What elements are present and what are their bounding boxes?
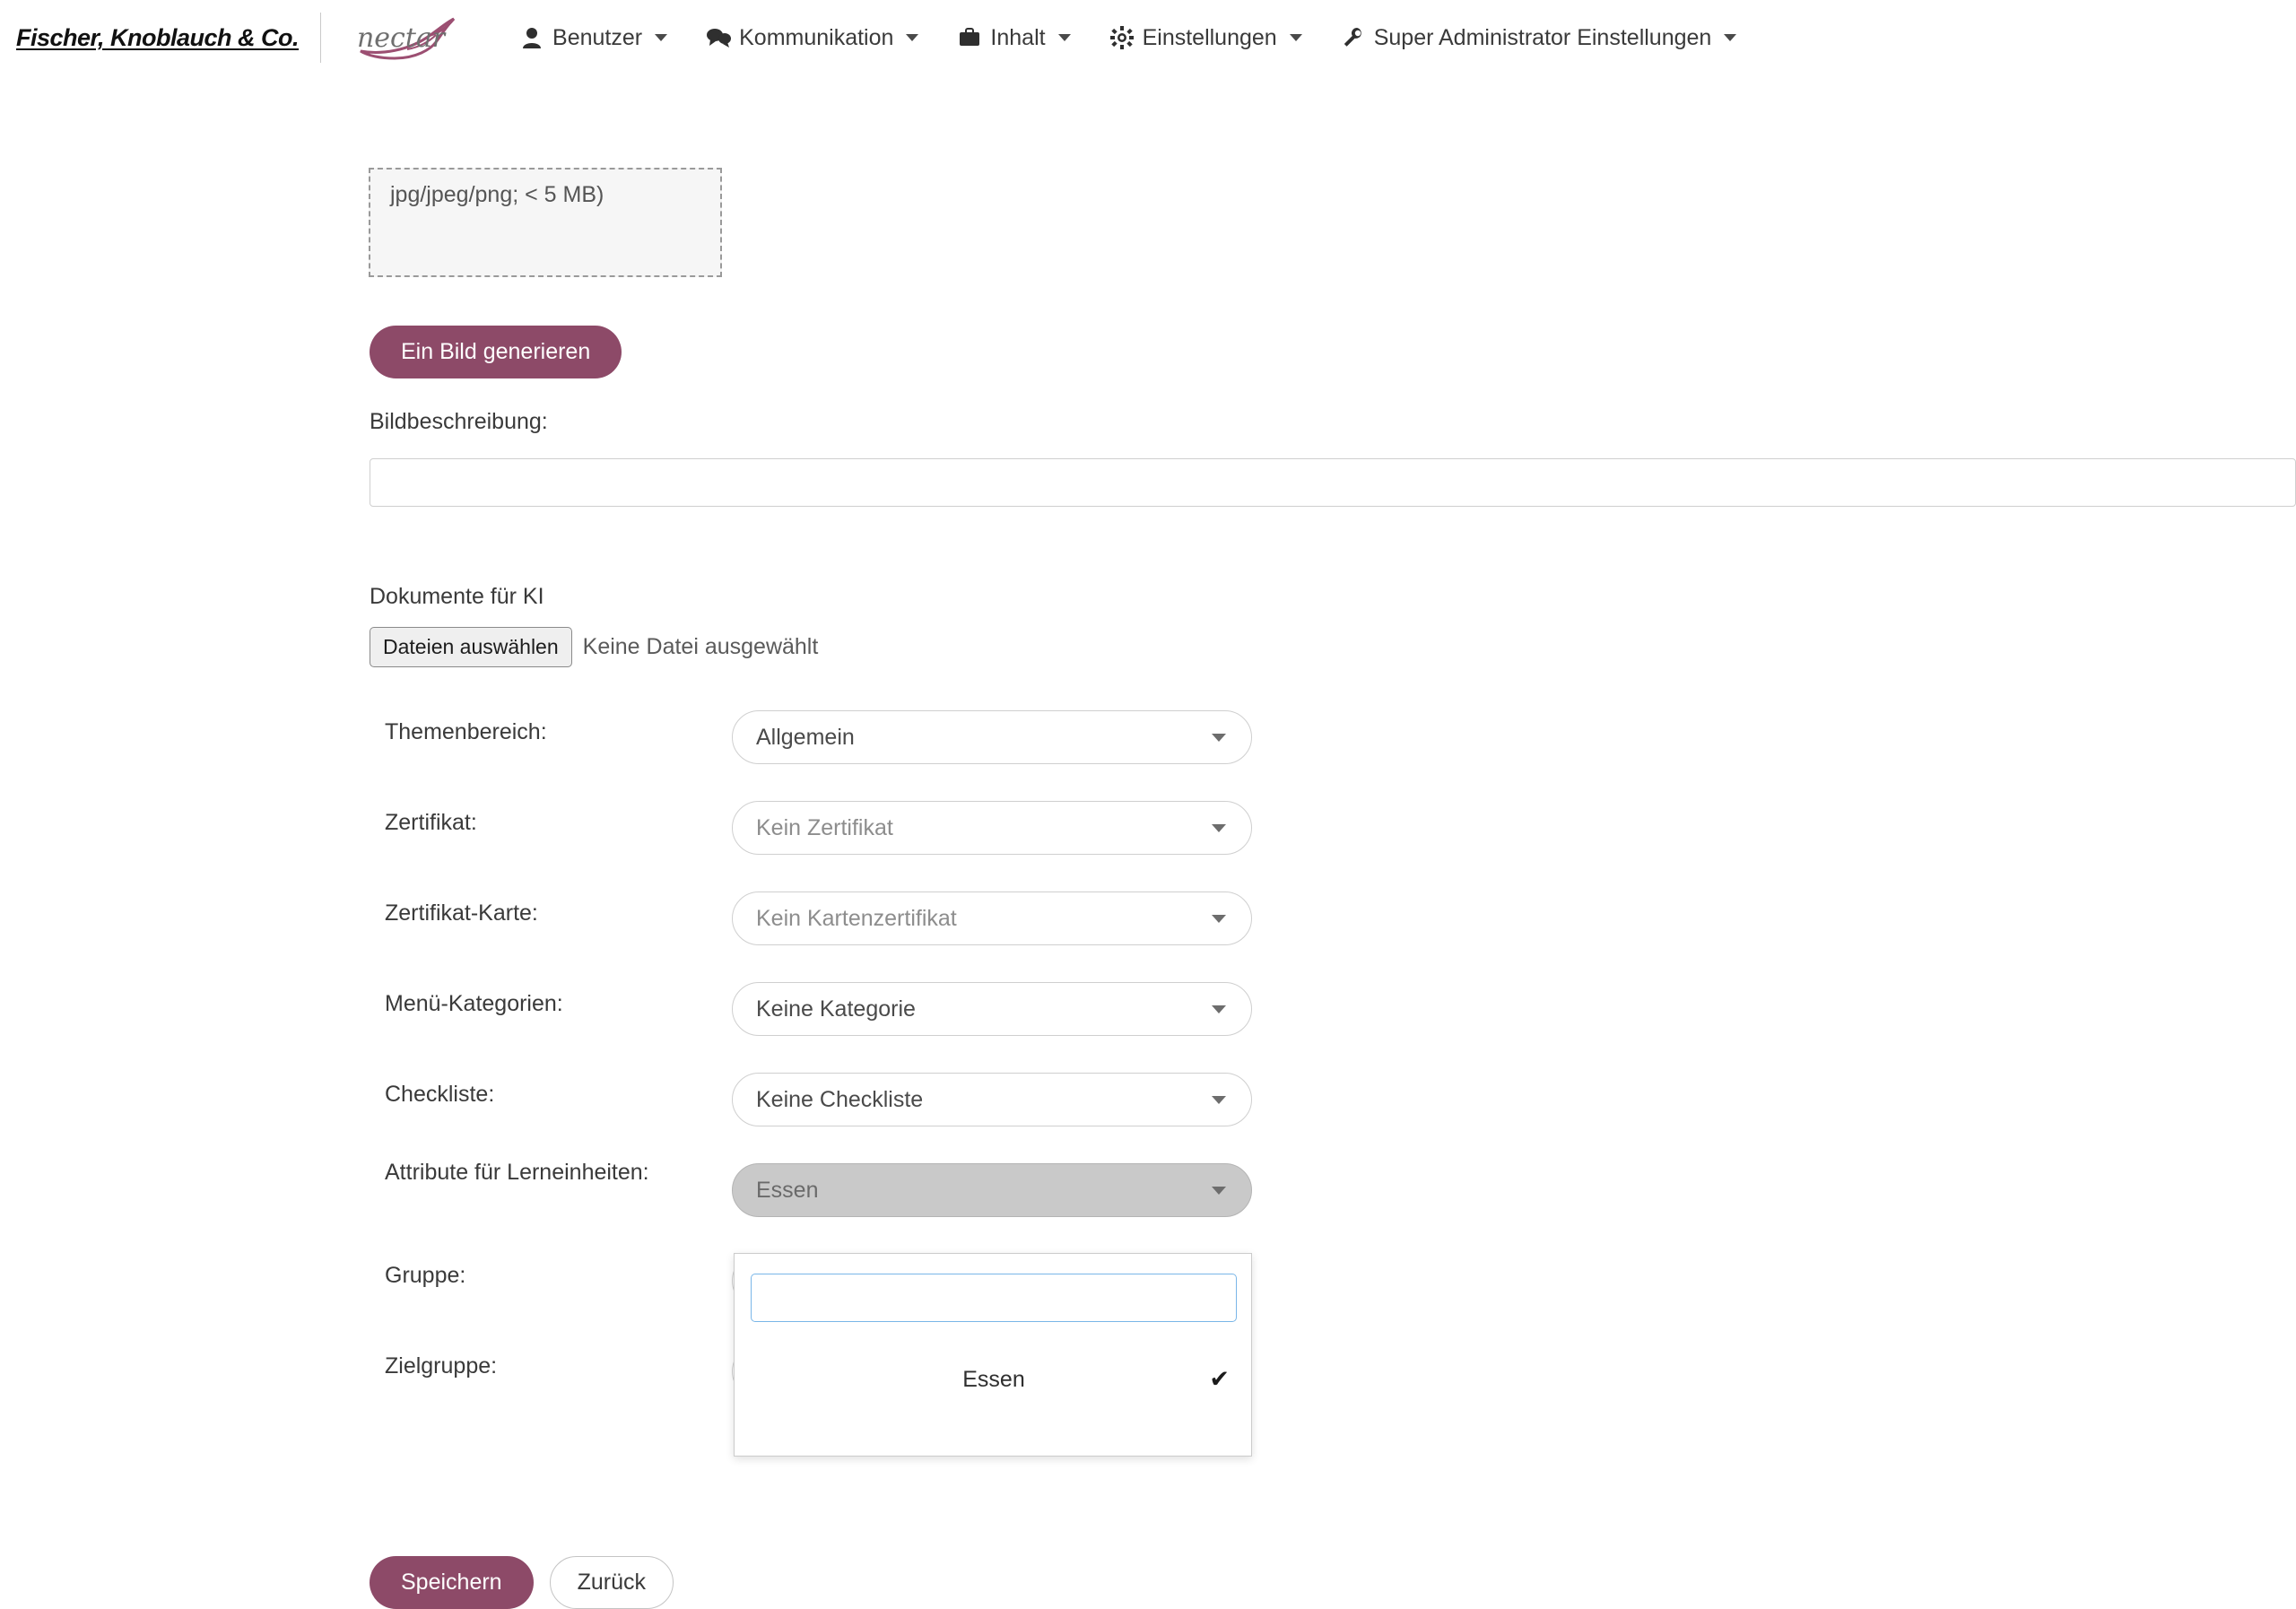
chevron-down-icon — [1212, 824, 1226, 832]
nav-item-label: Inhalt — [990, 24, 1046, 50]
nav-item-label: Super Administrator Einstellungen — [1373, 24, 1712, 50]
form-row-label: Themenbereich: — [385, 719, 547, 744]
nav-item-label: Benutzer — [552, 24, 643, 50]
dropdown-option-essen[interactable] — [735, 1352, 1253, 1406]
generate-image-button[interactable]: Ein Bild generieren — [370, 326, 622, 378]
gear-icon — [1110, 26, 1134, 49]
select-themenbereich[interactable] — [732, 710, 1252, 764]
form-row-zertifikat-karte — [0, 884, 2296, 975]
image-description-input[interactable] — [370, 458, 2296, 507]
select-value: Keine Checkliste — [756, 1086, 924, 1112]
chevron-down-icon — [906, 34, 918, 41]
form-footer — [370, 1556, 674, 1609]
nav-item-label: Einstellungen — [1142, 24, 1277, 50]
attribute-dropdown-panel — [734, 1253, 1252, 1457]
form-row-label: Zielgruppe: — [385, 1353, 498, 1379]
select-zertifikat[interactable] — [732, 801, 1252, 855]
nav-item-inhalt[interactable] — [958, 25, 1070, 51]
nectar-logo[interactable] — [346, 10, 456, 65]
chevron-down-icon — [1212, 1187, 1226, 1195]
form-row-label: Zertifikat-Karte: — [385, 900, 538, 926]
image-description-label: Bildbeschreibung: — [370, 409, 548, 434]
file-selection-status: Keine Datei ausgewählt — [582, 634, 819, 659]
select-value: Kein Zertifikat — [756, 814, 893, 840]
choose-files-button[interactable]: Dateien auswählen — [370, 627, 572, 667]
form-row-zertifikat — [0, 794, 2296, 884]
nectar-logo-word: nectar — [356, 22, 446, 54]
select-checkliste[interactable] — [732, 1073, 1252, 1126]
wrench-icon — [1342, 26, 1365, 49]
dropzone-hint: jpg/jpeg/png; < 5 MB) — [390, 182, 604, 207]
select-menue-kategorien[interactable] — [732, 982, 1252, 1036]
chevron-down-icon — [1290, 34, 1302, 41]
select-zertifikat-karte[interactable] — [732, 891, 1252, 945]
form-row-themenbereich — [0, 703, 2296, 794]
image-dropzone[interactable] — [369, 168, 722, 277]
select-value: Keine Kategorie — [756, 996, 916, 1022]
brand-divider — [320, 13, 321, 63]
form-row-label: Zertifikat: — [385, 810, 477, 835]
chevron-down-icon — [1724, 34, 1736, 41]
chevron-down-icon — [1212, 1005, 1226, 1013]
form-row-attribute-fuer-lerneinheiten — [0, 1156, 2296, 1247]
select-value: Allgemein — [756, 724, 855, 750]
top-navbar — [0, 0, 2296, 75]
form-row-menue-kategorien — [0, 975, 2296, 1065]
form-row-label: Checkliste: — [385, 1082, 495, 1107]
select-attribute-fuer-lerneinheiten[interactable] — [732, 1163, 1252, 1217]
navbar-menu — [520, 25, 1736, 51]
chevron-down-icon — [1212, 915, 1226, 923]
nav-item-label: Kommunikation — [739, 24, 894, 50]
dropdown-option-label: Essen — [962, 1366, 1025, 1392]
brand-logo-text[interactable]: Fischer, Knoblauch & Co. — [16, 23, 300, 51]
documents-file-row — [370, 627, 818, 667]
nav-item-super-administrator-einstellungen[interactable] — [1342, 25, 1737, 51]
form-row-label: Menü-Kategorien: — [385, 991, 563, 1016]
dropdown-search-input[interactable] — [751, 1274, 1237, 1322]
form-row-checkliste — [0, 1065, 2296, 1156]
documents-label: Dokumente für KI — [370, 584, 544, 609]
briefcase-icon — [958, 26, 981, 49]
user-icon — [520, 26, 544, 49]
back-button[interactable]: Zurück — [550, 1556, 674, 1609]
chevron-down-icon — [1212, 734, 1226, 742]
nav-item-kommunikation[interactable] — [707, 25, 918, 51]
select-value: Kein Kartenzertifikat — [756, 905, 957, 931]
form-row-label: Attribute für Lerneinheiten: — [385, 1160, 649, 1185]
form-row-label: Gruppe: — [385, 1263, 466, 1288]
nav-item-einstellungen[interactable] — [1110, 25, 1302, 51]
save-button[interactable]: Speichern — [370, 1556, 534, 1609]
nav-item-benutzer[interactable] — [520, 25, 667, 51]
chevron-down-icon — [1212, 1096, 1226, 1104]
chevron-down-icon — [655, 34, 667, 41]
chat-bubbles-icon — [707, 26, 730, 49]
chevron-down-icon — [1058, 34, 1071, 41]
checkmark-icon: ✔ — [1209, 1365, 1230, 1393]
select-value: Essen — [756, 1177, 819, 1203]
